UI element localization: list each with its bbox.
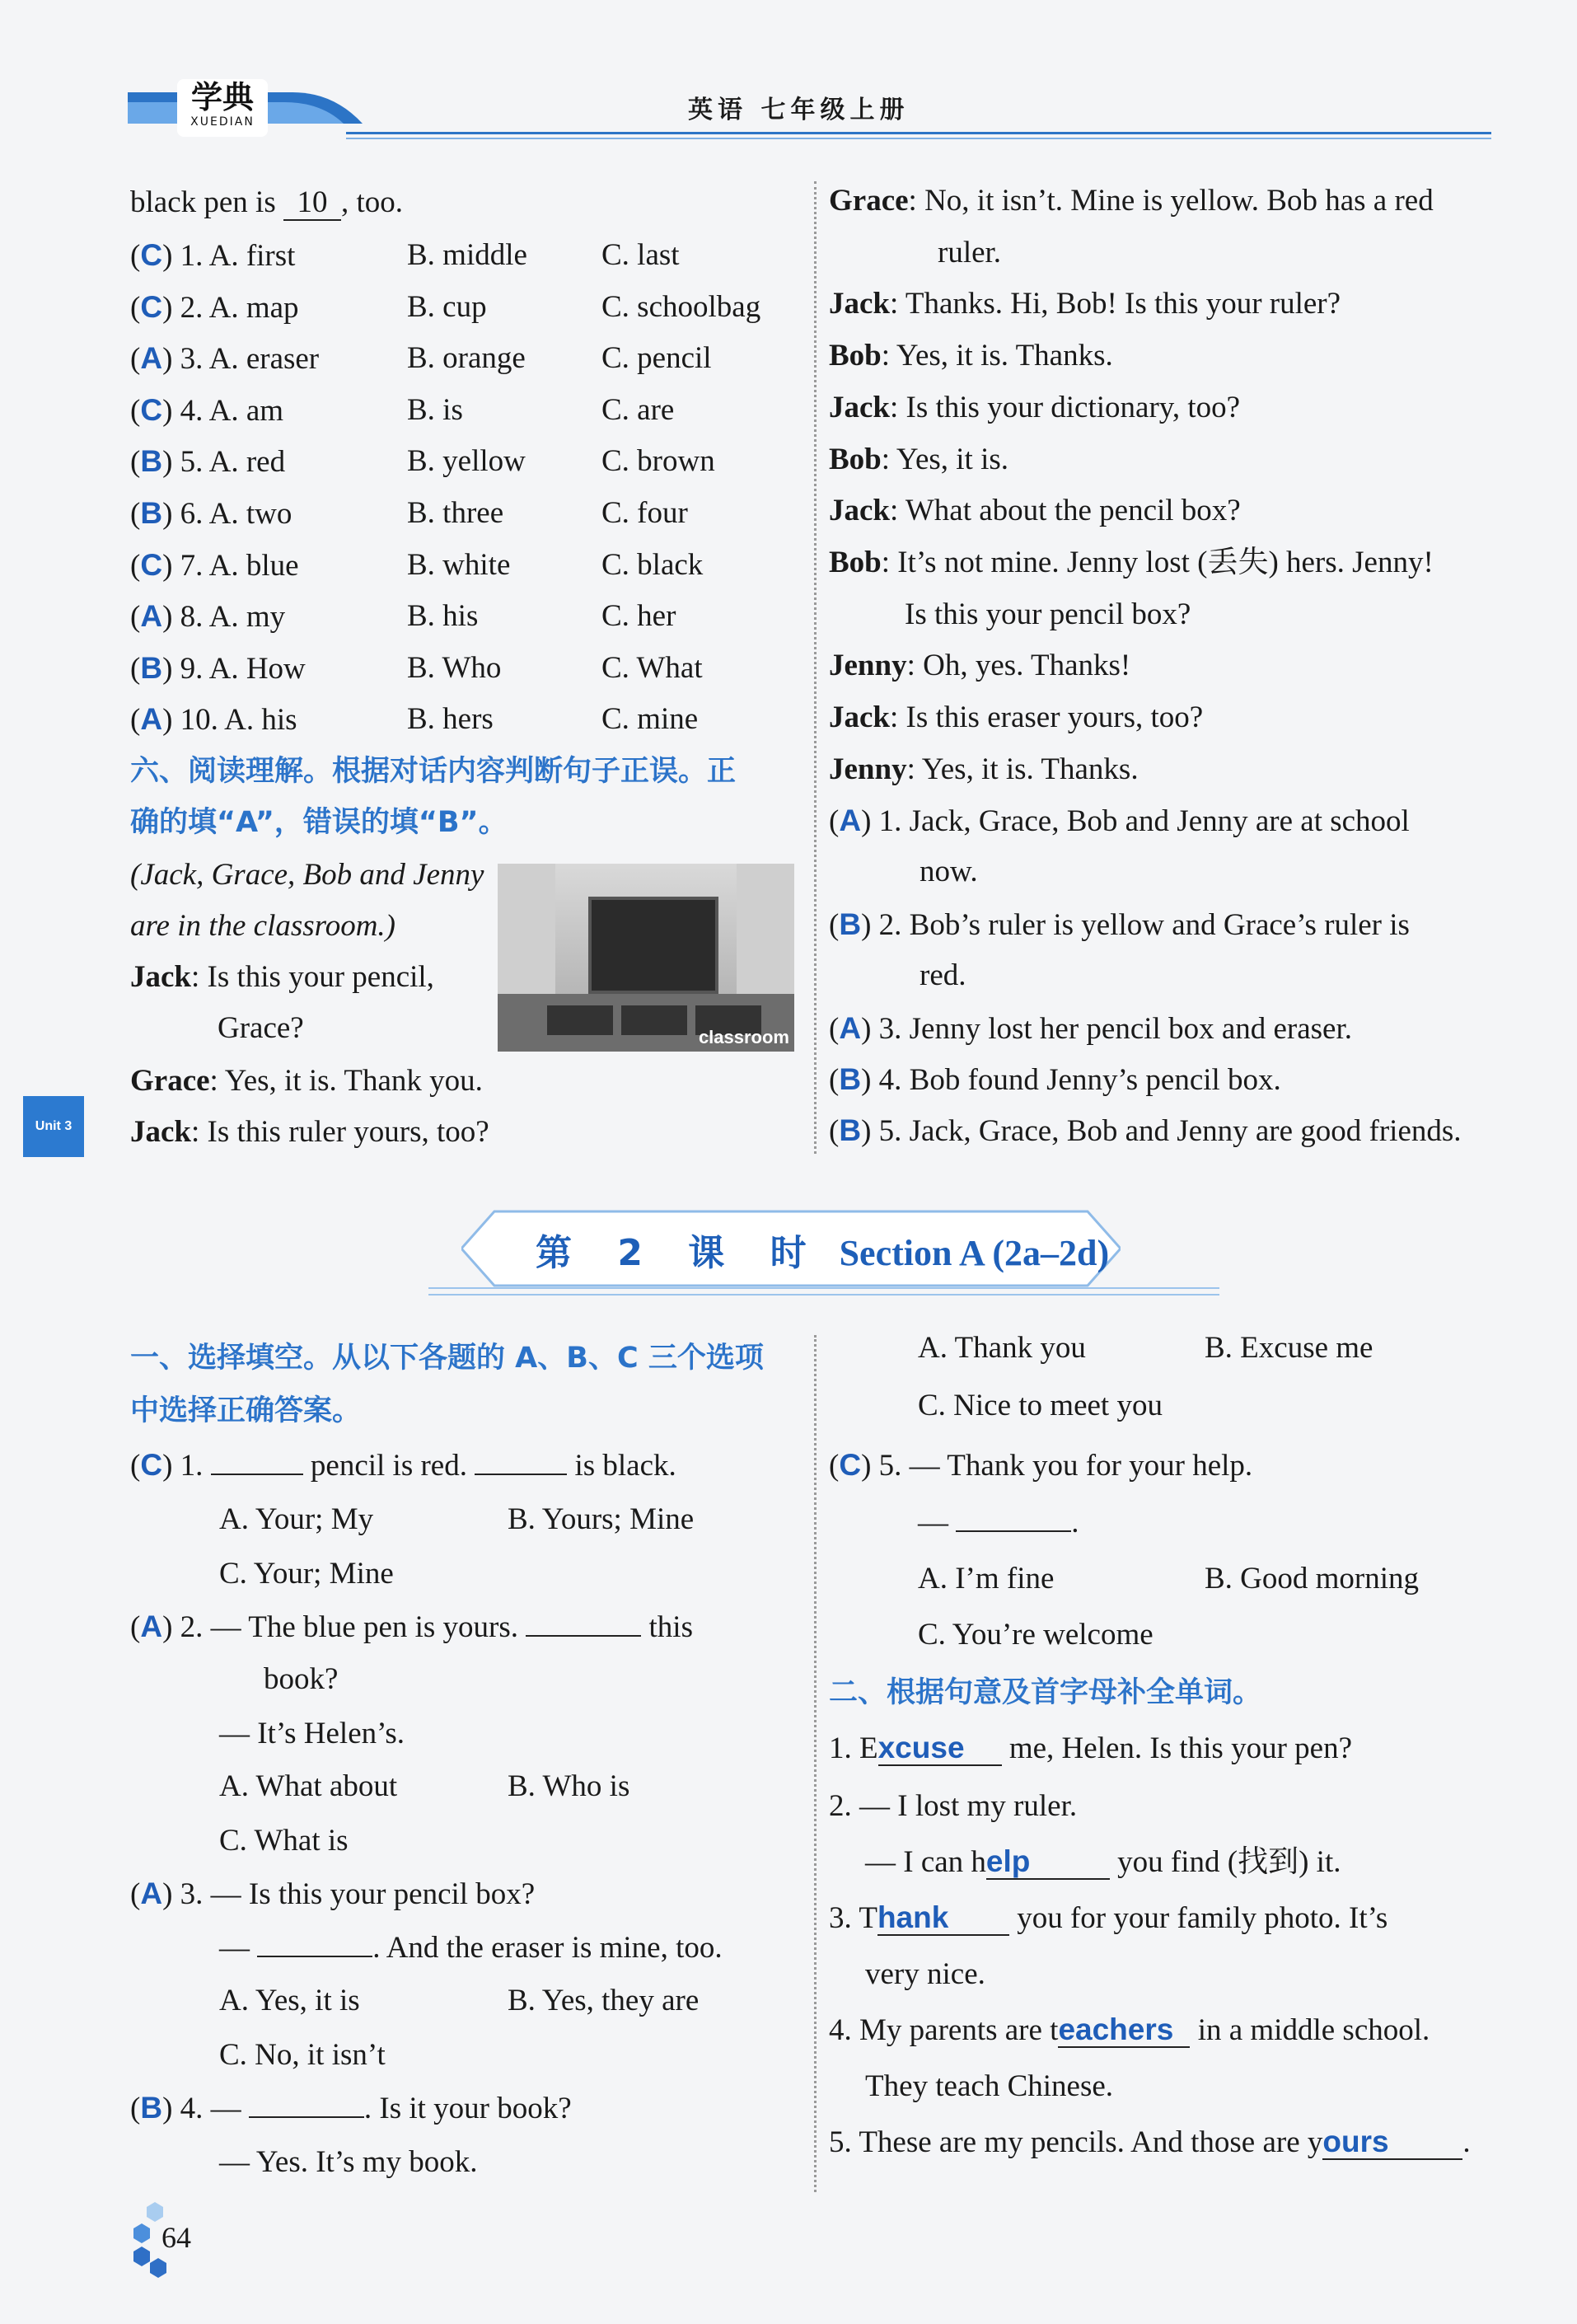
- option-c: C. brown: [601, 444, 715, 478]
- answer: B: [140, 496, 163, 530]
- fill-3: [829, 1900, 1387, 1937]
- option-b: B. orange: [407, 341, 526, 375]
- question-1: (C) 1. pencil is red. is black.: [130, 1448, 676, 1483]
- tf-text-cont: now.: [920, 855, 978, 888]
- dialog-line: [130, 959, 434, 996]
- speaker: Grace: [829, 184, 909, 218]
- cloze-text: black pen is: [130, 185, 276, 219]
- fill-2: 2. — I lost my ruler.: [829, 1789, 1078, 1823]
- speaker: Jack: [130, 960, 191, 994]
- dialog-text: : Is this eraser yours, too?: [890, 700, 1204, 734]
- fill-text: — I can h: [865, 1845, 986, 1879]
- tf-question: (B) 2. Bob’s ruler is yellow and Grace’s ruler is: [829, 907, 1410, 942]
- q-text: 5. — Thank you for your help.: [878, 1449, 1253, 1483]
- logo-sub: XUEDIAN: [190, 115, 255, 129]
- option: B. Yours; Mine: [508, 1502, 695, 1536]
- dialog-text: : Yes, it is. Thanks.: [906, 752, 1139, 786]
- dialog-line: [905, 597, 1191, 633]
- dialog-line: [829, 442, 1008, 478]
- blank: [475, 1449, 567, 1475]
- option-b: B. white: [407, 548, 511, 582]
- answer: C: [140, 238, 163, 272]
- answer: C: [140, 548, 163, 582]
- dialog-line: [130, 1114, 489, 1150]
- answer: B: [140, 444, 163, 478]
- logo: [177, 79, 268, 137]
- option: B. Yes, they are: [508, 1984, 700, 2017]
- option: A. I’m fine: [918, 1562, 1055, 1595]
- speaker: Jack: [829, 700, 890, 734]
- intro-line-1: (Jack, Grace, Bob and Jenny: [130, 858, 484, 892]
- cloze-blank: [283, 186, 341, 221]
- blank: [257, 1931, 372, 1957]
- cloze-line-0: [130, 185, 403, 221]
- option-a: 2. A. map: [180, 291, 299, 325]
- section6-heading-2: 确的填“A”，错误的填“B”。: [130, 806, 508, 839]
- dialog-line: [938, 235, 1001, 271]
- answer: A: [140, 341, 163, 375]
- speaker: Jenny: [829, 649, 907, 682]
- dash: —: [918, 1506, 948, 1539]
- tf-question: (A) 3. Jenny lost her pencil box and eraser.: [829, 1011, 1353, 1046]
- option-a: 1. A. first: [180, 239, 296, 273]
- answer: B: [140, 2091, 163, 2125]
- speaker: Bob: [829, 443, 882, 476]
- option: C. Your; Mine: [219, 1557, 394, 1591]
- desk: [547, 1005, 613, 1035]
- mc-question: (C) 1. A. first: [130, 238, 296, 273]
- tf-text: 5. Jack, Grace, Bob and Jenny are good friends.: [878, 1114, 1462, 1148]
- option: C. What is: [219, 1824, 349, 1858]
- mc-question: (C) 2. A. map: [130, 290, 299, 325]
- fill-text: 3. T: [829, 1901, 877, 1935]
- option: A. What about: [219, 1769, 398, 1803]
- header-rule-thin: [346, 138, 1491, 139]
- desk: [621, 1005, 687, 1035]
- answer: A: [839, 804, 862, 837]
- answer: B: [140, 651, 163, 685]
- dialog-line: [829, 752, 1139, 788]
- mc-question: (A) 10. A. his: [130, 702, 297, 737]
- cloze-answer: 10: [297, 185, 328, 219]
- dialog-line: [829, 183, 1434, 219]
- option-b: B. his: [407, 599, 479, 633]
- fill-answer: hank: [877, 1901, 1009, 1936]
- option-c: C. What: [601, 651, 703, 685]
- option: A. Thank you: [918, 1331, 1086, 1365]
- fill-text: 5. These are my pencils. And those are y: [829, 2125, 1323, 2159]
- column-divider-top: [814, 181, 817, 1154]
- dialog-line: Grace?: [218, 1011, 304, 1045]
- question-4: (B) 4. — . Is it your book?: [130, 2091, 572, 2125]
- tf-text: 1. Jack, Grace, Bob and Jenny are at school: [878, 804, 1410, 838]
- mc-question: (A) 3. A. eraser: [130, 341, 320, 376]
- option-a: 7. A. blue: [180, 549, 299, 583]
- blank: [956, 1506, 1071, 1532]
- classroom-image: [498, 864, 794, 1052]
- speaker: Jack: [829, 494, 890, 527]
- q-num: 1.: [180, 1449, 204, 1483]
- speaker: Bob: [829, 546, 882, 579]
- option-b: B. middle: [407, 238, 527, 272]
- q-text: [219, 1930, 723, 1966]
- option: C. No, it isn’t: [219, 2038, 386, 2072]
- option-c: C. schoolbag: [601, 290, 761, 324]
- option: B. Good morning: [1205, 1562, 1420, 1595]
- speaker: Bob: [829, 339, 882, 372]
- q-text: — Yes. It’s my book.: [219, 2145, 478, 2179]
- banner-lines: [428, 1287, 1219, 1296]
- dialog-line: [829, 390, 1240, 426]
- option-c: C. her: [601, 599, 676, 633]
- classroom-label: classroom: [698, 1027, 789, 1047]
- q-text: 3. — Is this your pencil box?: [180, 1877, 536, 1911]
- answer: B: [839, 907, 862, 941]
- mc-question: (C) 4. A. am: [130, 393, 284, 428]
- intro-line-2: are in the classroom.): [130, 909, 395, 943]
- dialog-line: [130, 1063, 483, 1099]
- q-text: pencil is red.: [310, 1449, 467, 1483]
- q-text: this: [648, 1610, 693, 1644]
- page-number: 64: [161, 2221, 191, 2254]
- column-divider-bottom: [814, 1335, 817, 2192]
- fill-text: me, Helen. Is this your pen?: [1008, 1731, 1353, 1765]
- dialog-text: : What about the pencil box?: [890, 494, 1241, 527]
- dialog-text: Is this your pencil box?: [905, 597, 1191, 631]
- dash: —: [219, 1931, 250, 1965]
- lesson-en: Section A (2a–2d): [839, 1233, 1110, 1273]
- dialog-line: [829, 338, 1113, 374]
- tf-text: 2. Bob’s ruler is yellow and Grace’s ruler is: [878, 908, 1410, 942]
- q-text: — It’s Helen’s.: [219, 1717, 405, 1750]
- option: C. You’re welcome: [918, 1618, 1154, 1652]
- q-text: .: [1071, 1506, 1079, 1539]
- tf-question: (B) 4. Bob found Jenny’s pencil box.: [829, 1062, 1281, 1097]
- logo-main: 学典: [190, 78, 254, 115]
- fill-answer: ours: [1322, 2125, 1462, 2160]
- option-c: C. last: [601, 238, 680, 272]
- speaker: Jack: [130, 1115, 191, 1149]
- option-c: C. mine: [601, 702, 699, 736]
- fill-text: you for your family photo. It’s: [1017, 1901, 1388, 1935]
- dialog-text: : Yes, it is.: [881, 443, 1008, 476]
- lesson-cn: 第 2 课 时: [536, 1232, 823, 1274]
- answer: A: [140, 1609, 163, 1643]
- answer: C: [140, 1448, 163, 1482]
- tf-question: (B) 5. Jack, Grace, Bob and Jenny are good friends.: [829, 1113, 1462, 1148]
- section6-heading-1: 六、阅读理解。根据对话内容判断句子正误。正: [130, 755, 737, 788]
- dialog-text: ruler.: [938, 236, 1002, 269]
- dialog-text: : Yes, it is. Thank you.: [209, 1064, 483, 1098]
- mc-question: (C) 7. A. blue: [130, 548, 299, 583]
- option: A. Your; My: [219, 1502, 374, 1536]
- option: C. Nice to meet you: [918, 1389, 1163, 1422]
- answer: A: [140, 1877, 163, 1910]
- q-text: is black.: [574, 1449, 676, 1483]
- option-a: 9. A. How: [180, 652, 306, 686]
- answer: B: [839, 1113, 862, 1147]
- fill-text: in a middle school.: [1197, 2013, 1430, 2047]
- blank: [211, 1449, 303, 1475]
- option-b: B. yellow: [407, 444, 526, 478]
- dialog-line: [829, 700, 1203, 736]
- dialog-text: : It’s not mine. Jenny lost (丢失) hers. Jenny!: [881, 546, 1434, 579]
- answer: A: [140, 702, 163, 736]
- option: B. Excuse me: [1205, 1331, 1373, 1365]
- header-title: 英语 七年级上册: [688, 96, 910, 124]
- fill-answer: eachers: [1058, 2013, 1190, 2048]
- dialog-text: : No, it isn’t. Mine is yellow. Bob has a red: [908, 184, 1434, 218]
- q-text: . Is it your book?: [363, 2092, 572, 2125]
- dialog-text: : Is this ruler yours, too?: [191, 1115, 489, 1149]
- q-text: [918, 1505, 1079, 1541]
- speaker: Jack: [829, 391, 890, 424]
- option-b: B. cup: [407, 290, 487, 324]
- dialog-text: : Is this your dictionary, too?: [890, 391, 1241, 424]
- section1-heading-1: 一、选择填空。从以下各题的 A、B、C 三个选项: [130, 1342, 764, 1375]
- option-a: 5. A. red: [180, 445, 286, 479]
- q-text: 4. —: [180, 2092, 241, 2125]
- option-c: C. black: [601, 548, 704, 582]
- option-b: B. hers: [407, 702, 494, 736]
- fill-4: [829, 2012, 1430, 2049]
- fill-5: [829, 2125, 1471, 2161]
- dialog-line: [829, 493, 1241, 529]
- question-3: (A) 3. — Is this your pencil box?: [130, 1877, 536, 1911]
- q-text: book?: [264, 1662, 339, 1696]
- answer: C: [140, 393, 163, 427]
- dialog-line: [829, 648, 1130, 684]
- option-a: 6. A. two: [180, 497, 292, 531]
- option-b: B. is: [407, 393, 463, 427]
- fill-text: .: [1462, 2125, 1471, 2159]
- dialog-text: : Thanks. Hi, Bob! Is this your ruler?: [890, 287, 1341, 321]
- answer: A: [140, 599, 163, 633]
- option-b: B. Who: [407, 651, 502, 685]
- dialog-line: [829, 286, 1341, 322]
- unit-tab: Unit 3: [23, 1096, 84, 1157]
- dialog-text: : Yes, it is. Thanks.: [881, 339, 1113, 372]
- option: B. Who is: [508, 1769, 630, 1803]
- mc-question: (B) 9. A. How: [130, 651, 306, 686]
- fill-text: you find (找到) it.: [1117, 1845, 1341, 1879]
- mc-question: (A) 8. A. my: [130, 599, 286, 634]
- q-text: 2. — The blue pen is yours.: [180, 1610, 519, 1644]
- blank: [526, 1610, 641, 1637]
- option-a: 3. A. eraser: [180, 342, 320, 376]
- tf-text: 4. Bob found Jenny’s pencil box.: [878, 1063, 1281, 1097]
- mc-question: (B) 6. A. two: [130, 496, 292, 531]
- answer: C: [839, 1448, 862, 1482]
- option-a: 8. A. my: [180, 600, 286, 634]
- speaker: Jenny: [829, 752, 907, 786]
- option-a: 4. A. am: [180, 394, 284, 428]
- mc-question: (B) 5. A. red: [130, 444, 286, 479]
- dialog-text: : Is this your pencil,: [191, 960, 434, 994]
- option-b: B. three: [407, 496, 504, 530]
- fill-answer: elp: [986, 1845, 1110, 1880]
- tf-text-cont: red.: [920, 958, 966, 992]
- question-5: (C) 5. — Thank you for your help.: [829, 1448, 1253, 1483]
- fill-3b: very nice.: [865, 1957, 985, 1991]
- blank: [249, 2092, 364, 2118]
- answer: A: [839, 1011, 862, 1045]
- dialog-line: [829, 545, 1434, 581]
- dialog-text: : Oh, yes. Thanks!: [906, 649, 1131, 682]
- section2-heading: 二、根据句意及首字母补全单词。: [829, 1676, 1262, 1709]
- option: A. Yes, it is: [219, 1984, 360, 2017]
- fill-4b: They teach Chinese.: [865, 2069, 1114, 2103]
- tf-text: 3. Jenny lost her pencil box and eraser.: [878, 1012, 1353, 1046]
- option-c: C. are: [601, 393, 675, 427]
- fill-answer: xcuse: [878, 1731, 1002, 1766]
- header-rule: [346, 132, 1491, 134]
- answer: C: [140, 290, 163, 324]
- speaker: Grace: [130, 1064, 210, 1098]
- option-c: C. four: [601, 496, 688, 530]
- option-a: 10. A. his: [180, 703, 297, 737]
- cloze-end: , too.: [340, 185, 404, 219]
- fill-text: 1. E: [829, 1731, 878, 1765]
- question-2: (A) 2. — The blue pen is yours. this: [130, 1609, 693, 1644]
- answer: B: [839, 1062, 862, 1096]
- lesson-title: [536, 1223, 1109, 1276]
- fill-text: 4. My parents are t: [829, 2013, 1059, 2047]
- q-text: . And the eraser is mine, too.: [372, 1931, 723, 1965]
- section1-heading-2: 中选择正确答案。: [130, 1394, 362, 1427]
- blackboard: [588, 897, 718, 994]
- fill-1: [829, 1731, 1352, 1767]
- option-c: C. pencil: [601, 341, 712, 375]
- fill-2b: [865, 1844, 1341, 1881]
- tf-question: (A) 1. Jack, Grace, Bob and Jenny are at school: [829, 804, 1410, 838]
- speaker: Jack: [829, 287, 890, 321]
